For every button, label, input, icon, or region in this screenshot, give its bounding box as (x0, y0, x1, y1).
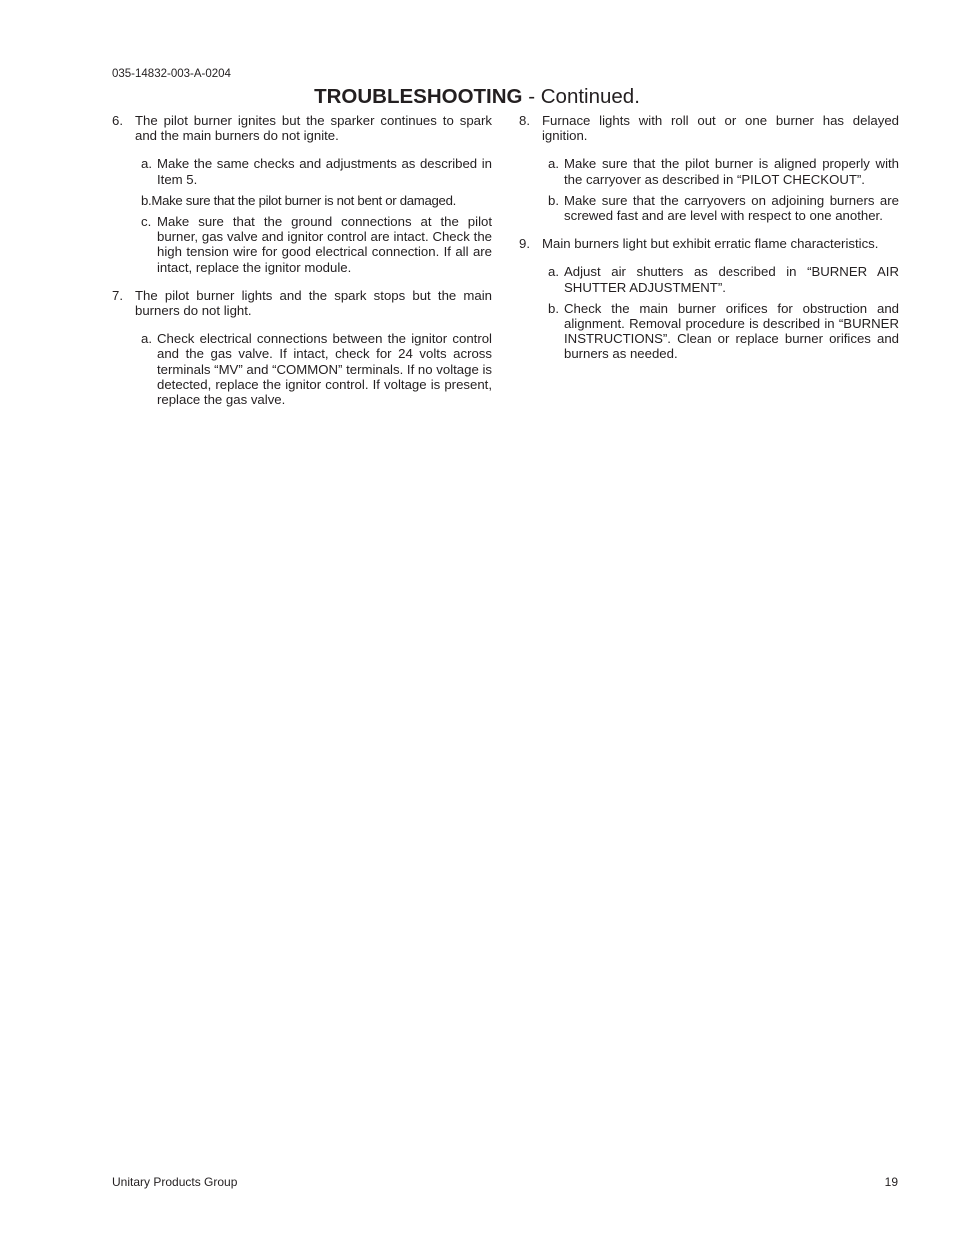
sub-step-a (542, 264, 899, 294)
sub-steps (542, 264, 899, 361)
sub-steps (135, 156, 492, 274)
title-suffix: - Continued. (522, 85, 640, 108)
sub-step-b (542, 301, 899, 362)
right-column (519, 113, 899, 375)
sub-step-text: Check the main burner orifices for obstruction and alignment. Removal procedure is described in “BURNER INSTRUCTIONS”. Clean or replace burner orifices and burners as needed. (564, 300, 899, 362)
sub-step-text: Make sure that the ground connections at the pilot burner, gas valve and ignitor control are intact. Check the high tension wire for good electrical connection. If all are intact, replace the ignitor module. (157, 214, 492, 275)
sub-step-letter: a. (141, 331, 152, 347)
item-number: 9. (519, 236, 530, 252)
troubleshooting-item-9 (519, 236, 899, 361)
item-text: The pilot burner lights and the spark stops but the main burners do not light. (135, 287, 492, 319)
page-title (0, 84, 954, 110)
sub-steps (542, 156, 899, 223)
sub-step-c (135, 214, 492, 275)
page-number: 19 (884, 1175, 898, 1189)
sub-step-a (135, 156, 492, 186)
item-text: Furnace lights with roll out or one burner has delayed ignition. (542, 113, 899, 144)
sub-step-b (542, 193, 899, 223)
troubleshooting-item-8 (519, 113, 899, 223)
sub-step-a (135, 331, 492, 407)
footer-company: Unitary Products Group (112, 1175, 238, 1189)
sub-step-text: Make sure that the pilot burner is aligned properly with the carryover as described in “PILOT CHECKOUT”. (564, 156, 899, 187)
item-text: The pilot burner ignites but the sparker continues to spark and the main burners do not ignite. (135, 113, 492, 144)
troubleshooting-item-6 (112, 113, 492, 275)
sub-step-text: b.Make sure that the pilot burner is not bent or damaged. (141, 192, 456, 208)
sub-step-text: Make the same checks and adjustments as described in Item 5. (157, 156, 492, 187)
sub-step-b (135, 193, 492, 208)
sub-step-letter: b. (548, 300, 559, 316)
sub-step-letter: c. (141, 214, 152, 230)
sub-step-letter: b. (548, 192, 559, 208)
item-number: 6. (112, 113, 123, 128)
item-number: 7. (112, 287, 123, 303)
sub-step-text: Make sure that the carryovers on adjoining burners are screwed fast and are level with respect to one another. (564, 192, 899, 224)
item-number: 8. (519, 113, 530, 128)
sub-step-letter: a. (548, 264, 559, 280)
sub-step-letter: a. (141, 156, 152, 172)
sub-step-a (542, 156, 899, 186)
document-number: 035-14832-003-A-0204 (112, 68, 231, 80)
item-text: Main burners light but exhibit erratic flame characteristics. (542, 236, 879, 252)
title-main: TROUBLESHOOTING (314, 85, 523, 108)
left-column (112, 113, 492, 420)
sub-step-letter: a. (548, 156, 559, 172)
sub-step-text: Adjust air shutters as described in “BURNER AIR SHUTTER ADJUSTMENT”. (564, 264, 899, 295)
troubleshooting-item-7 (112, 288, 492, 407)
sub-steps (135, 331, 492, 407)
sub-step-text: Check electrical connections between the ignitor control and the gas valve. If intact, check for 24 volts across terminals “MV” and “COMMON” terminals. If no voltage is detected, replace the ignitor control. If voltage is present, replace the gas valve. (157, 331, 492, 408)
